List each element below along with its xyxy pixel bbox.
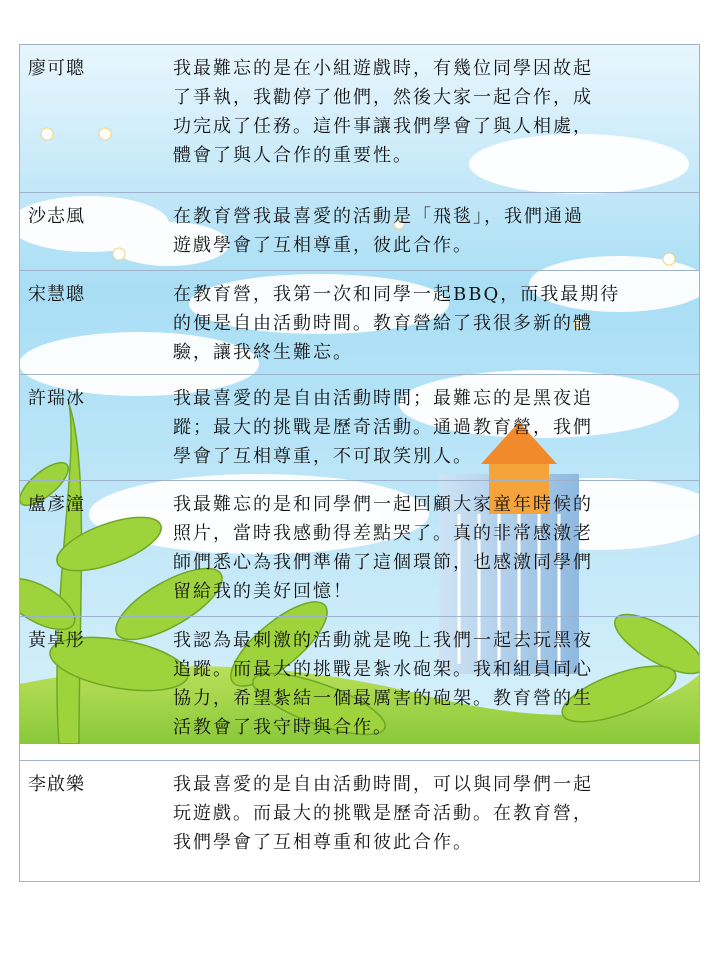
table-row [19, 270, 700, 374]
reflection-table [19, 44, 700, 882]
reflection-text: 在教育營我最喜愛的活動是「飛毯」，我們通過 遊戲學會了互相尊重，彼此合作。 [173, 206, 584, 256]
reflection-text: 我認為最刺激的活動就是晚上我們一起去玩黑夜 追蹤。而最大的挑戰是紮水砲架。我和組員同心 協力，希望紮結一個最厲害的砲架。教育營的生 活教會了我守時與合作。 [173, 630, 593, 738]
reflection-sheet [19, 44, 700, 882]
student-name: 沙志風 [28, 206, 85, 227]
student-name: 黃卓彤 [28, 630, 85, 651]
reflection-text: 我最難忘的是在小組遊戲時，有幾位同學因故起 了爭執，我勸停了他們，然後大家一起合作，成 功完成了任務。這件事讓我們學會了與人相處， 體會了與人合作的重要性。 [173, 58, 593, 166]
student-name: 盧彥潼 [28, 494, 85, 515]
reflection-text: 我最難忘的是和同學們一起回顧大家童年時候的 照片，當時我感動得差點哭了。真的非常感激老 師們悉心為我們準備了這個環節，也感激同學們 留給我的美好回憶！ [173, 494, 593, 602]
reflection-text: 我最喜愛的是自由活動時間，可以與同學們一起 玩遊戲。而最大的挑戰是歷奇活動。在教育營， 我們學會了互相尊重和彼此合作。 [173, 774, 593, 853]
table-row [19, 616, 700, 760]
table-row [19, 480, 700, 616]
reflection-text: 我最喜愛的是自由活動時間；最難忘的是黑夜追 蹤；最大的挑戰是歷奇活動。通過教育營，我們 學會了互相尊重，不可取笑別人。 [173, 388, 593, 467]
table-row [19, 760, 700, 882]
table-row [19, 192, 700, 270]
table-row [19, 44, 700, 192]
table-row [19, 374, 700, 480]
student-name: 宋慧聰 [28, 284, 85, 305]
student-name: 廖可聰 [28, 58, 85, 79]
reflection-text: 在教育營，我第一次和同學一起BBQ，而我最期待 的便是自由活動時間。教育營給了我很多新的體 驗，讓我終生難忘。 [173, 284, 621, 363]
student-name: 李啟樂 [28, 774, 85, 795]
student-name: 許瑞冰 [28, 388, 85, 409]
